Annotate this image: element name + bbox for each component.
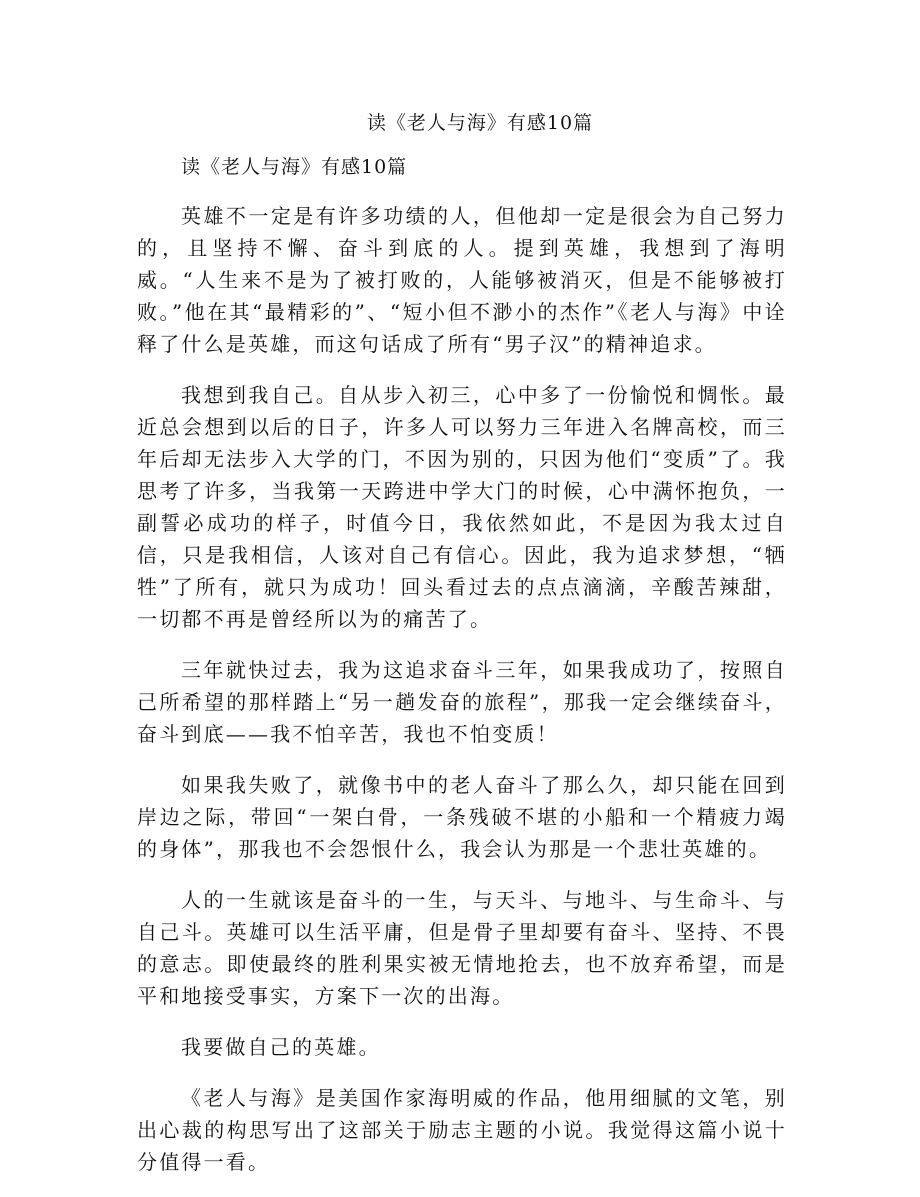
paragraph-3: 三年就快过去，我为这追求奋斗三年，如果我成功了，按照自己所希望的那样踏上“另一趟发奋的旅程”，那我一定会继续奋斗，奋斗到底——我不怕辛苦，我也不怕变质！ [137,658,787,746]
paragraph-6: 我要做自己的英雄。 [181,1035,381,1059]
paragraph-1: 英雄不一定是有许多功绩的人，但他却一定是很会为自己努力的，且坚持不懈、奋斗到底的人。提到英雄，我想到了海明威。“人生来不是为了被打败的，人能够被消灭，但是不能够被打败。”他在其“最精彩的”、“短小但不渺小的杰作”《老人与海》中诠释了什么是英雄，而这句话成了所有“男子汉”的精神追求。 [137,204,787,356]
document-subtitle: 读《老人与海》有感10篇 [181,156,408,178]
paragraph-2: 我想到我自己。自从步入初三，心中多了一份愉悦和惆怅。最近总会想到以后的日子，许多人可以努力三年进入名牌高校，而三年后却无法步入大学的门，不因为别的，只因为他们“变质”了。我思考了许多，当我第一天跨进中学大门的时候，心中满怀抱负，一副誓必成功的样子，时值今日，我依然如此，不是因为我太过自信，只是我相信，人该对自己有信心。因此，我为追求梦想，“牺牲”了所有，就只为成功！回头看过去的点点滴滴，辛酸苦辣甜，一切都不再是曾经所以为的痛苦了。 [137,383,787,631]
document-body [137,154,787,1197]
document-title: 读《老人与海》有感10篇 [366,112,594,134]
paragraph-4: 如果我失败了，就像书中的老人奋斗了那么久，却只能在回到岸边之际，带回“一架白骨，一条残破不堪的小船和一个精疲力竭的身体”，那我也不会怨恨什么，我会认为那是一个悲壮英雄的。 [137,773,787,861]
paragraph-5: 人的一生就该是奋斗的一生，与天斗、与地斗、与生命斗、与自己斗。英雄可以生活平庸，但是骨子里却要有奋斗、坚持、不畏的意志。即使最终的胜利果实被无情地抢去，也不放弃希望，而是平和地接受事实，方案下一次的出海。 [137,888,787,1008]
paragraph-7: 《老人与海》是美国作家海明威的作品，他用细腻的文笔，别出心裁的构思写出了这部关于励志主题的小说。我觉得这篇小说十分值得一看。 [137,1086,787,1174]
